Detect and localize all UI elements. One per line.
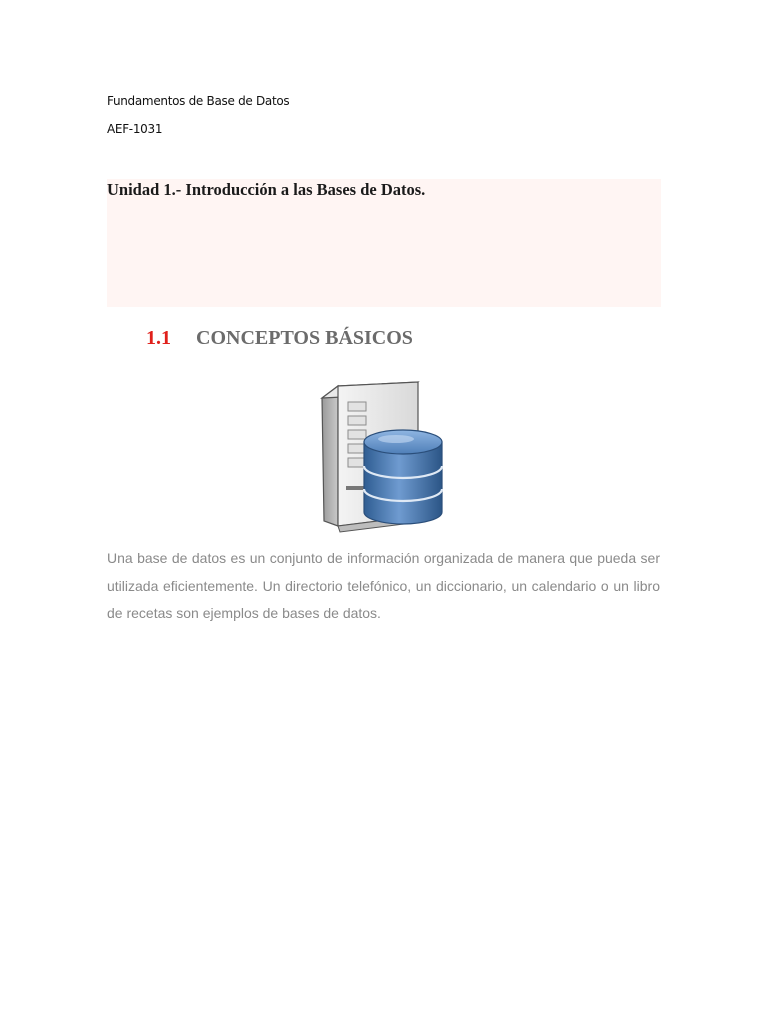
section-heading (146, 327, 413, 350)
unit-title: Unidad 1.- Introducción a las Bases de Datos. (107, 180, 426, 199)
section-title: CONCEPTOS BÁSICOS (196, 327, 413, 349)
body-paragraph: Una base de datos es un conjunto de información organizada de manera que pueda ser utilizada eficientemente. Un directorio telefónico, un diccionario, un calendario o un libro de recetas son ejemplos de bases de datos. (107, 550, 660, 621)
course-code: AEF-1031 (107, 122, 163, 136)
course-title: Fundamentos de Base de Datos (107, 94, 290, 108)
unit-banner (107, 179, 661, 307)
section-number: 1.1 (146, 327, 171, 349)
database-server-icon (316, 376, 448, 534)
